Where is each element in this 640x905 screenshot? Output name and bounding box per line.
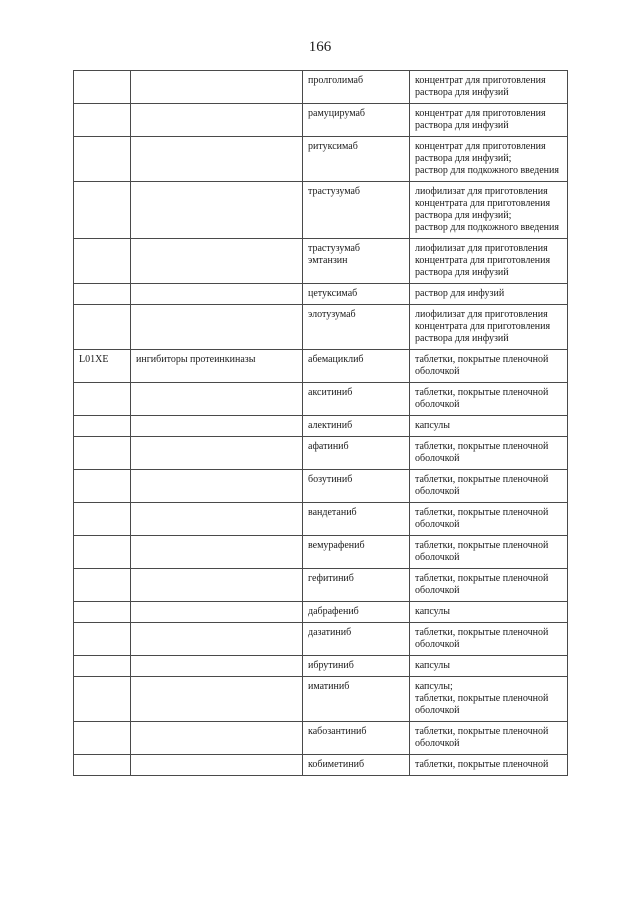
drug-name-cell: цетуксимаб (303, 284, 410, 305)
drug-group-cell: ингибиторы протеинкиназы (131, 350, 303, 383)
drug-group-cell (131, 239, 303, 284)
drug-group-cell (131, 437, 303, 470)
dosage-form-cell: таблетки, покрытые пленочной оболочкой (410, 383, 568, 416)
drug-group-cell (131, 416, 303, 437)
table-row (74, 284, 568, 305)
drug-name-cell: афатиниб (303, 437, 410, 470)
table-row (74, 137, 568, 182)
dosage-form-cell: таблетки, покрытые пленочной оболочкой (410, 470, 568, 503)
table-row (74, 722, 568, 755)
drug-name-cell: алектиниб (303, 416, 410, 437)
table-row (74, 656, 568, 677)
table-row (74, 104, 568, 137)
drug-name-cell: акситиниб (303, 383, 410, 416)
atc-code-cell: L01XE (74, 350, 131, 383)
drug-name-cell: кобиметиниб (303, 755, 410, 776)
dosage-form-cell: лиофилизат для приготовления концентрата для приготовления раствора для инфузий; раствор для подкожного введения (410, 182, 568, 239)
table-row (74, 416, 568, 437)
table-row (74, 182, 568, 239)
drug-name-cell: иматиниб (303, 677, 410, 722)
atc-code-cell (74, 416, 131, 437)
drug-group-cell (131, 536, 303, 569)
dosage-form-cell: раствор для инфузий (410, 284, 568, 305)
dosage-form-cell: капсулы (410, 416, 568, 437)
atc-code-cell (74, 470, 131, 503)
table-row (74, 755, 568, 776)
drug-name-cell: рамуцирумаб (303, 104, 410, 137)
drug-group-cell (131, 602, 303, 623)
dosage-form-cell: таблетки, покрытые пленочной оболочкой (410, 536, 568, 569)
drug-group-cell (131, 503, 303, 536)
drug-group-cell (131, 623, 303, 656)
drug-name-cell: пролголимаб (303, 71, 410, 104)
dosage-form-cell: концентрат для приготовления раствора для инфузий; раствор для подкожного введения (410, 137, 568, 182)
drug-group-cell (131, 656, 303, 677)
atc-code-cell (74, 536, 131, 569)
atc-code-cell (74, 656, 131, 677)
table-row (74, 602, 568, 623)
table-row (74, 503, 568, 536)
drug-name-cell: вандетаниб (303, 503, 410, 536)
atc-code-cell (74, 602, 131, 623)
table-row (74, 71, 568, 104)
table-row (74, 470, 568, 503)
table-row (74, 677, 568, 722)
dosage-form-cell: концентрат для приготовления раствора для инфузий (410, 104, 568, 137)
table-row (74, 239, 568, 284)
atc-code-cell (74, 284, 131, 305)
dosage-form-cell: таблетки, покрытые пленочной оболочкой (410, 623, 568, 656)
drug-name-cell: дазатиниб (303, 623, 410, 656)
drug-name-cell: ибрутиниб (303, 656, 410, 677)
drug-name-cell: трастузумаб (303, 182, 410, 239)
drug-group-cell (131, 104, 303, 137)
drug-group-cell (131, 383, 303, 416)
table-row (74, 536, 568, 569)
dosage-form-cell: таблетки, покрытые пленочной (410, 755, 568, 776)
dosage-form-cell: таблетки, покрытые пленочной оболочкой (410, 569, 568, 602)
drug-group-cell (131, 677, 303, 722)
atc-code-cell (74, 383, 131, 416)
atc-code-cell (74, 71, 131, 104)
atc-code-cell (74, 437, 131, 470)
table-row (74, 350, 568, 383)
table-row (74, 569, 568, 602)
table-row (74, 305, 568, 350)
drug-group-cell (131, 284, 303, 305)
table-row (74, 623, 568, 656)
dosage-form-cell: лиофилизат для приготовления концентрата для приготовления раствора для инфузий (410, 305, 568, 350)
page-number: 166 (308, 39, 332, 55)
atc-code-cell (74, 623, 131, 656)
drug-name-cell: трастузумаб эмтанзин (303, 239, 410, 284)
drug-name-cell: элотузумаб (303, 305, 410, 350)
drug-group-cell (131, 470, 303, 503)
atc-code-cell (74, 137, 131, 182)
drug-group-cell (131, 722, 303, 755)
drug-group-cell (131, 305, 303, 350)
drug-name-cell: ритуксимаб (303, 137, 410, 182)
drug-name-cell: вемурафениб (303, 536, 410, 569)
drug-name-cell: дабрафениб (303, 602, 410, 623)
atc-code-cell (74, 239, 131, 284)
table-row (74, 437, 568, 470)
drug-name-cell: абемациклиб (303, 350, 410, 383)
dosage-form-cell: лиофилизат для приготовления концентрата для приготовления раствора для инфузий (410, 239, 568, 284)
dosage-form-cell: таблетки, покрытые пленочной оболочкой (410, 503, 568, 536)
atc-code-cell (74, 503, 131, 536)
dosage-form-cell: капсулы (410, 656, 568, 677)
atc-code-cell (74, 569, 131, 602)
drug-name-cell: кабозантиниб (303, 722, 410, 755)
dosage-form-cell: капсулы (410, 602, 568, 623)
drug-group-cell (131, 755, 303, 776)
drug-group-cell (131, 71, 303, 104)
drug-name-cell: гефитиниб (303, 569, 410, 602)
atc-code-cell (74, 305, 131, 350)
dosage-form-cell: таблетки, покрытые пленочной оболочкой (410, 350, 568, 383)
atc-code-cell (74, 104, 131, 137)
atc-code-cell (74, 722, 131, 755)
table-row (74, 383, 568, 416)
atc-code-cell (74, 755, 131, 776)
medication-table (73, 70, 568, 776)
drug-name-cell: бозутиниб (303, 470, 410, 503)
dosage-form-cell: капсулы; таблетки, покрытые пленочной оболочкой (410, 677, 568, 722)
dosage-form-cell: таблетки, покрытые пленочной оболочкой (410, 437, 568, 470)
drug-group-cell (131, 182, 303, 239)
drug-group-cell (131, 137, 303, 182)
atc-code-cell (74, 677, 131, 722)
drug-group-cell (131, 569, 303, 602)
atc-code-cell (74, 182, 131, 239)
dosage-form-cell: таблетки, покрытые пленочной оболочкой (410, 722, 568, 755)
dosage-form-cell: концентрат для приготовления раствора для инфузий (410, 71, 568, 104)
